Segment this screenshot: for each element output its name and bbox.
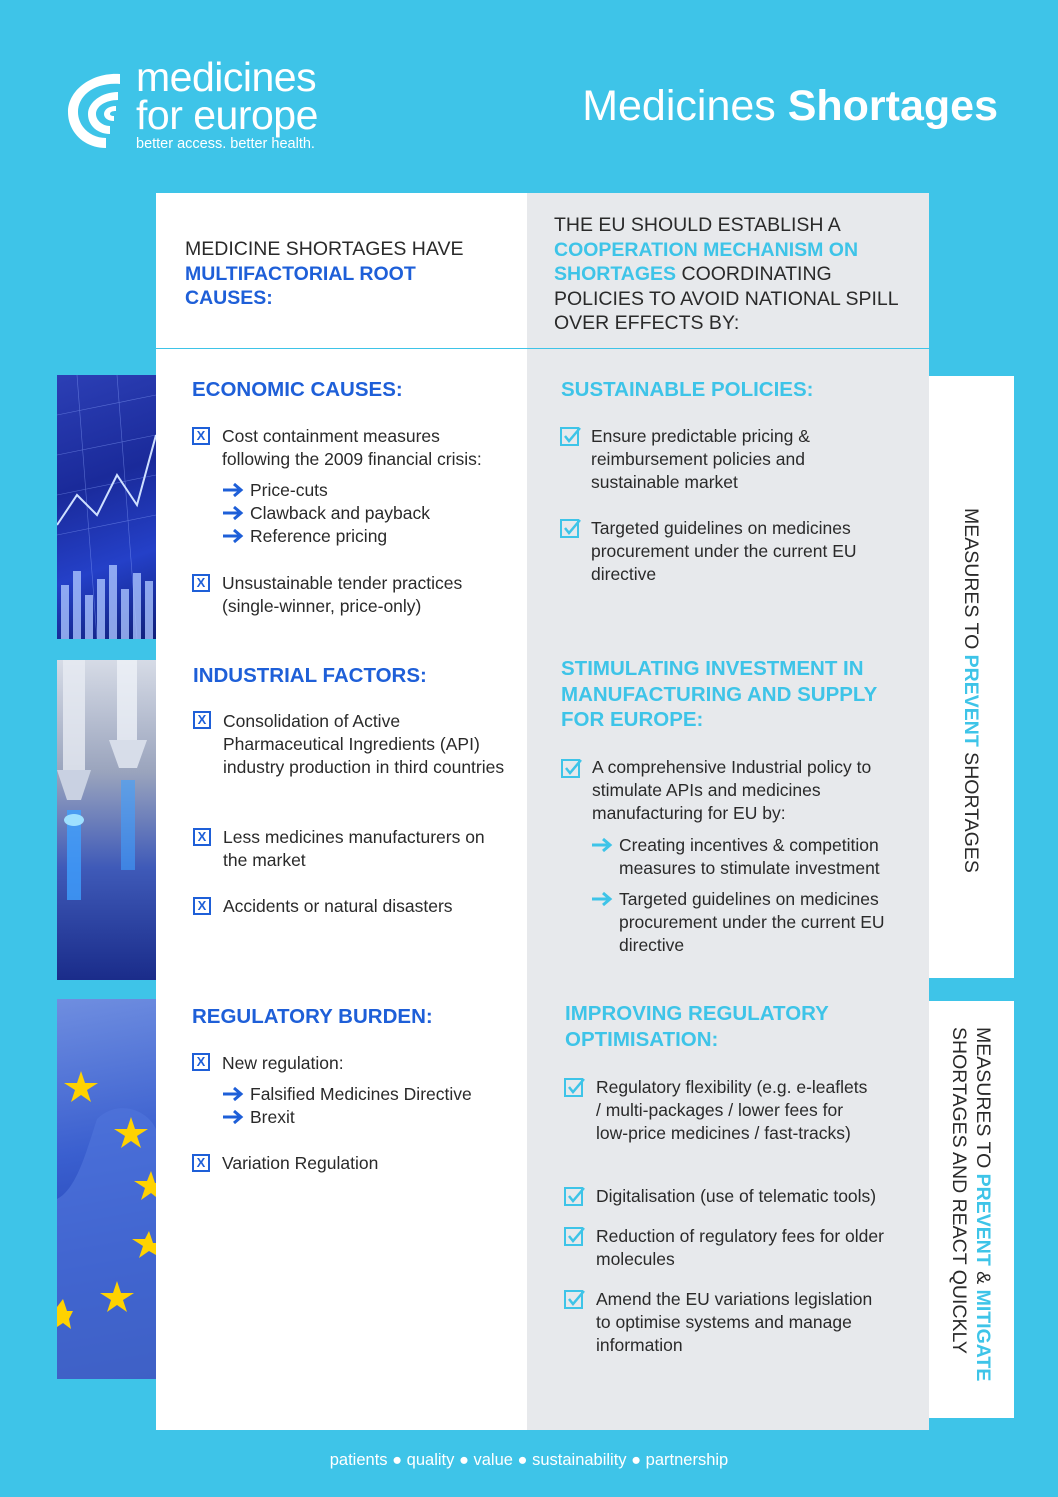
x-box-icon: X [193,897,211,915]
checkbox-checked-icon [564,1288,586,1310]
economic-sub-1: Price-cuts [250,480,328,500]
reg-opt-item-4: Amend the EU variations legislation to optimise systems and manage information [596,1289,873,1355]
reg-opt-item-1: Regulatory flexibility (e.g. e-leaflets / multi-packages / lower fees for low-price medicines / fast-tracks) [596,1077,868,1143]
x-box-icon: X [193,711,211,729]
logo-line-2: for europe [136,92,318,138]
chart-graphic-icon [57,375,156,639]
economic-item-2: Unsustainable tender practices (single-winner, price-only) [222,573,463,616]
tab-prevent-shortages [929,376,1014,978]
regulatory-sub-1: Falsified Medicines Directive [250,1084,472,1104]
arrow-right-icon [590,837,614,853]
investment-title: STIMULATING INVESTMENT IN MANUFACTURING AND SUPPLY FOR EUROPE: [561,657,877,731]
economic-item-1: Cost containment measures following the 2009 financial crisis: [222,426,482,469]
sustainable-item-2: Targeted guidelines on medicines procurement under the current EU directive [591,518,857,584]
industrial-vials-image [57,660,156,980]
checkbox-checked-icon [560,517,582,539]
vials-graphic-icon [57,660,156,980]
header-divider [156,348,929,349]
economic-sub-3: Reference pricing [250,526,388,546]
industrial-factors-title: INDUSTRIAL FACTORS: [193,664,427,687]
regulatory-item-1: New regulation: [222,1053,344,1073]
logo [62,54,352,158]
investment-sub-1: Creating incentives & competition measures to stimulate investment [619,835,880,878]
logo-tagline: better access. better health. [136,136,315,152]
arrow-right-icon [221,1109,245,1125]
x-box-icon: X [192,574,210,592]
left-header: MEDICINE SHORTAGES HAVE MULTIFACTORIAL ROOT CAUSES: [185,238,464,309]
arrow-right-icon [221,1086,245,1102]
industrial-item-2: Less medicines manufacturers on the market [223,827,485,870]
x-box-icon: X [192,1053,210,1071]
regulatory-item-2: Variation Regulation [222,1153,379,1173]
investment-sub-2: Targeted guidelines on medicines procurement under the current EU directive [619,889,885,955]
europe-map-image [57,999,156,1379]
industrial-item-1: Consolidation of Active Pharmaceutical Ingredients (API) industry production in third countries [223,711,505,777]
economic-chart-image [57,375,156,639]
tab-mitigate-label: MEASURES TO PREVENT & MITIGATE SHORTAGES AND REACT QUICKLY [948,1027,994,1382]
footer-values: patients ● quality ● value ● sustainability ● partnership [329,1451,729,1469]
x-box-icon: X [193,828,211,846]
reg-opt-item-3: Reduction of regulatory fees for older molecules [596,1226,884,1269]
arrow-right-icon [221,482,245,498]
right-header: THE EU SHOULD ESTABLISH A COOPERATION MECHANISM ON SHORTAGES COORDINATING POLICIES TO AVOID NATIONAL SPILL OVER EFFECTS BY: [554,214,898,334]
economic-sub-2: Clawback and payback [250,503,430,523]
page-title: Medicines Shortages [582,82,998,130]
checkbox-checked-icon [564,1076,586,1098]
sustainable-item-1: Ensure predictable pricing & reimbursement policies and sustainable market [591,426,810,492]
checkbox-checked-icon [564,1185,586,1207]
checkbox-checked-icon [564,1225,586,1247]
sustainable-policies-title: SUSTAINABLE POLICIES: [561,378,814,401]
logo-swirl-icon [62,66,128,152]
checkbox-checked-icon [561,757,583,779]
investment-item-1: A comprehensive Industrial policy to stimulate APIs and medicines manufacturing for EU by: [592,757,872,823]
regulatory-sub-2: Brexit [250,1107,295,1127]
arrow-right-icon [221,528,245,544]
regulatory-burden-title: REGULATORY BURDEN: [192,1005,433,1028]
eu-stars-graphic-icon [57,999,156,1379]
industrial-item-3: Accidents or natural disasters [223,896,453,916]
arrow-right-icon [590,891,614,907]
tab-prevent-label: MEASURES TO PREVENT SHORTAGES [960,508,982,873]
tab-prevent-mitigate [929,1001,1014,1418]
checkbox-checked-icon [560,425,582,447]
x-box-icon: X [192,427,210,445]
reg-opt-item-2: Digitalisation (use of telematic tools) [596,1186,877,1206]
logo-line-1: medicines [136,54,317,100]
x-box-icon: X [192,1154,210,1172]
arrow-right-icon [221,505,245,521]
economic-causes-title: ECONOMIC CAUSES: [192,378,403,401]
regulatory-optimisation-title: IMPROVING REGULATORY OPTIMISATION: [565,1002,829,1051]
